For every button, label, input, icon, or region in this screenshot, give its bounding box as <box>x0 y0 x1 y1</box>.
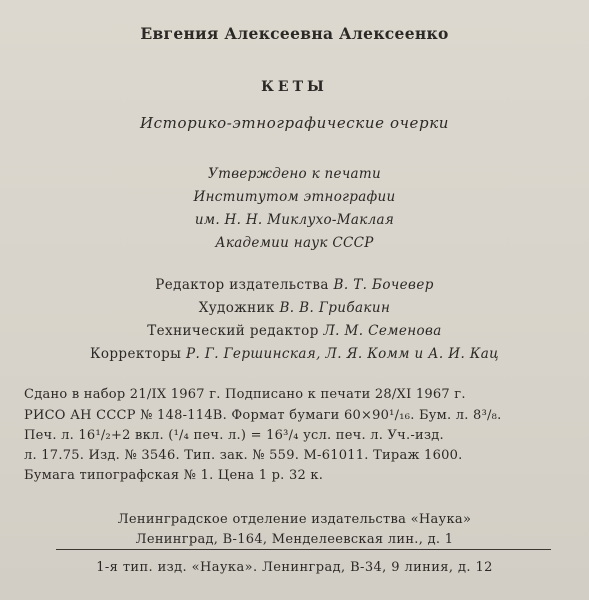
approval-line: Академии наук СССР <box>215 235 374 251</box>
imprint-line: Бумага типографская № 1. Цена 1 р. 32 к. <box>24 468 324 483</box>
credit-name: В. Т. Бочевер <box>333 277 434 293</box>
approval-line: им. Н. Н. Миклухо-Маклая <box>194 212 395 228</box>
credit-tech-editor <box>0 325 589 339</box>
imprint-line: Печ. л. 16¹/₂+2 вкл. (¹/₄ печ. л.) = 16³/₄ усл. печ. л. Уч.-изд. <box>24 428 444 443</box>
credit-artist <box>0 302 589 316</box>
publisher-line: Ленинград, В-164, Менделеевская лин., д. 1 <box>135 532 454 547</box>
divider-rule <box>56 549 551 550</box>
credit-role: Технический редактор <box>147 323 319 339</box>
approval-line: Институтом этнографии <box>193 189 396 205</box>
credit-role: Редактор издательства <box>155 277 329 293</box>
imprint-line: л. 17.75. Изд. № 3546. Тип. зак. № 559. М-61011. Тираж 1600. <box>24 448 463 463</box>
credit-role: Корректоры <box>90 346 182 362</box>
book-title: КЕТЫ <box>261 79 328 95</box>
author-name: Евгения Алексеевна Алексеенко <box>140 24 449 43</box>
credit-name: Л. М. Семенова <box>323 323 442 339</box>
approval-line: Утверждено к печати <box>208 166 381 182</box>
imprint-line: РИСО АН СССР № 148-114В. Формат бумаги 60×90¹/₁₆. Бум. л. 8³/₈. <box>24 408 502 423</box>
book-subtitle: Историко-этнографические очерки <box>139 114 450 132</box>
credit-name: В. В. Грибакин <box>279 300 391 316</box>
credit-proofreaders <box>0 348 589 362</box>
credit-role: Художник <box>198 300 275 316</box>
credit-name: Р. Г. Гершинская, Л. Я. Комм и А. И. Кац <box>186 346 499 362</box>
imprint-line: Сдано в набор 21/IX 1967 г. Подписано к печати 28/XI 1967 г. <box>24 387 466 402</box>
publisher-line: Ленинградское отделение издательства «Наука» <box>117 512 472 527</box>
printer-line: 1-я тип. изд. «Наука». Ленинград, В-34, 9 линия, д. 12 <box>96 560 493 575</box>
credit-editor <box>0 279 589 293</box>
